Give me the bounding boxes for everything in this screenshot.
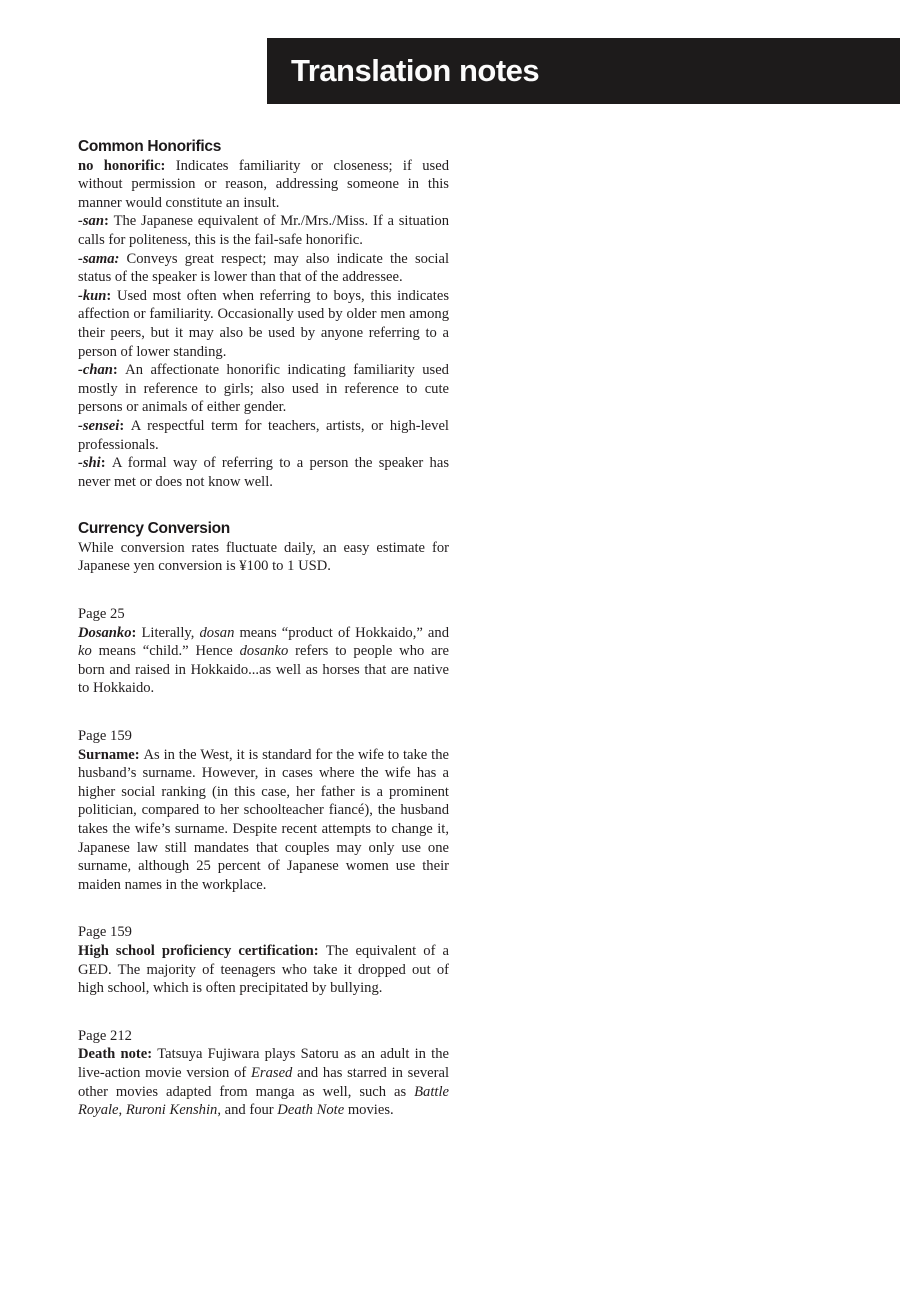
note-section	[78, 138, 449, 491]
text-run: , and four	[217, 1102, 278, 1119]
text-run: ,	[118, 1102, 126, 1119]
text-run: movies.	[344, 1102, 394, 1119]
note-paragraph	[78, 746, 449, 895]
note-paragraph	[78, 942, 449, 998]
text-run: -san	[78, 213, 104, 230]
text-run: ko	[78, 643, 92, 660]
text-run: Death Note	[277, 1102, 345, 1119]
page-label: Page 212	[78, 1027, 132, 1044]
text-run: Used most often when referring to boys, this indicates affection or familiarity. Occasionally used by older men among their peers, but it may also be used by anyone referring to a person of lower standing.	[78, 287, 449, 360]
text-run: While conversion rates fluctuate daily, an easy estimate for Japanese yen conversion is ¥100 to 1 USD.	[78, 539, 449, 575]
text-run: :	[100, 455, 112, 472]
section-heading: Common Honorifics	[78, 138, 222, 155]
page-label: Page 159	[78, 728, 132, 745]
note-paragraph	[78, 417, 449, 454]
text-run: :	[131, 624, 142, 641]
text-run: Indicates familiarity or closeness; if used without permission or reason, addressing someone in this manner would constitute an insult.	[78, 157, 449, 211]
text-run: Death note:	[78, 1046, 158, 1063]
text-run: The Japanese equivalent of Mr./Mrs./Miss. If a situation calls for politeness, this is the fail-safe honorific.	[78, 213, 449, 248]
text-run: An affectionate honorific indicating familiarity used mostly in reference to girls; also used in reference to cute persons or animals of either gender.	[78, 362, 449, 416]
text-run: Literally,	[141, 624, 200, 641]
text-run: Dosanko	[78, 624, 132, 641]
text-run: The equivalent of a GED. The majority of teenagers who take it dropped out of high school, which is often precipitated by bullying.	[78, 942, 449, 997]
page-label: Page 159	[78, 924, 132, 941]
text-run: As in the West, it is standard for the wife to take the husband’s surname. However, in cases where the wife has a higher social ranking (in this case, her father is a prominent politician, compared to her schoolteacher fiancé), the husband takes the wife’s surname. Despite recent attempts to change it, Japanese law still mandates that couples may only use one surname, although 25 percent of Japanese women use their maiden names in the workplace.	[78, 746, 449, 893]
text-run: -chan	[78, 362, 113, 379]
text-run: -sensei	[78, 417, 120, 434]
note-paragraph	[78, 157, 449, 213]
note-paragraph	[78, 212, 449, 249]
note-section	[78, 1027, 449, 1120]
notes-column	[78, 138, 449, 1149]
note-section	[78, 727, 449, 894]
text-run: :	[106, 287, 117, 304]
text-run: :	[112, 362, 126, 379]
text-run: :	[119, 417, 131, 434]
text-run: :	[103, 213, 114, 230]
note-paragraph	[78, 287, 449, 361]
note-paragraph	[78, 624, 449, 698]
text-run: dosanko	[239, 643, 289, 660]
chapter-header-bar	[267, 38, 900, 104]
note-paragraph	[78, 361, 449, 417]
text-run: Ruroni Kenshin	[125, 1102, 218, 1119]
text-run: refers to people who are born and raised in Hokkaido...as well as horses that are native to Hokkaido.	[78, 643, 449, 697]
text-run: -sama:	[78, 250, 127, 267]
page-title: Translation notes	[291, 53, 540, 88]
section-heading: Currency Conversion	[78, 520, 230, 538]
text-run: Surname:	[78, 746, 144, 763]
text-run: -shi	[78, 455, 101, 472]
text-run: dosan	[199, 624, 235, 641]
text-run: A formal way of referring to a person the speaker has never met or does not know well.	[78, 455, 449, 490]
text-run: means “product of Hokkaido,” and	[234, 624, 449, 641]
note-paragraph	[78, 1045, 449, 1119]
note-section	[78, 605, 449, 698]
note-section	[78, 520, 449, 576]
text-run: -kun	[78, 287, 107, 304]
text-run: High school proficiency certification:	[78, 942, 326, 959]
note-paragraph	[78, 250, 449, 287]
text-run: Conveys great respect; may also indicate the social status of the speaker is lower than that of the addressee.	[78, 250, 449, 286]
text-run: Battle Royale	[78, 1083, 449, 1119]
note-paragraph	[78, 539, 449, 576]
text-run: Tatsuya Fujiwara plays Satoru as an adult in the live-action movie version of	[78, 1046, 449, 1081]
text-run: means “child.” Hence	[91, 643, 240, 660]
text-run: A respectful term for teachers, artists, or high-level professionals.	[78, 417, 449, 453]
text-run: no honorific:	[78, 157, 176, 174]
page-label: Page 25	[78, 606, 125, 623]
text-run: and has starred in several other movies adapted from manga as well, such as	[78, 1064, 450, 1100]
note-section	[78, 923, 449, 997]
note-paragraph	[78, 454, 449, 491]
text-run: Erased	[251, 1064, 293, 1081]
